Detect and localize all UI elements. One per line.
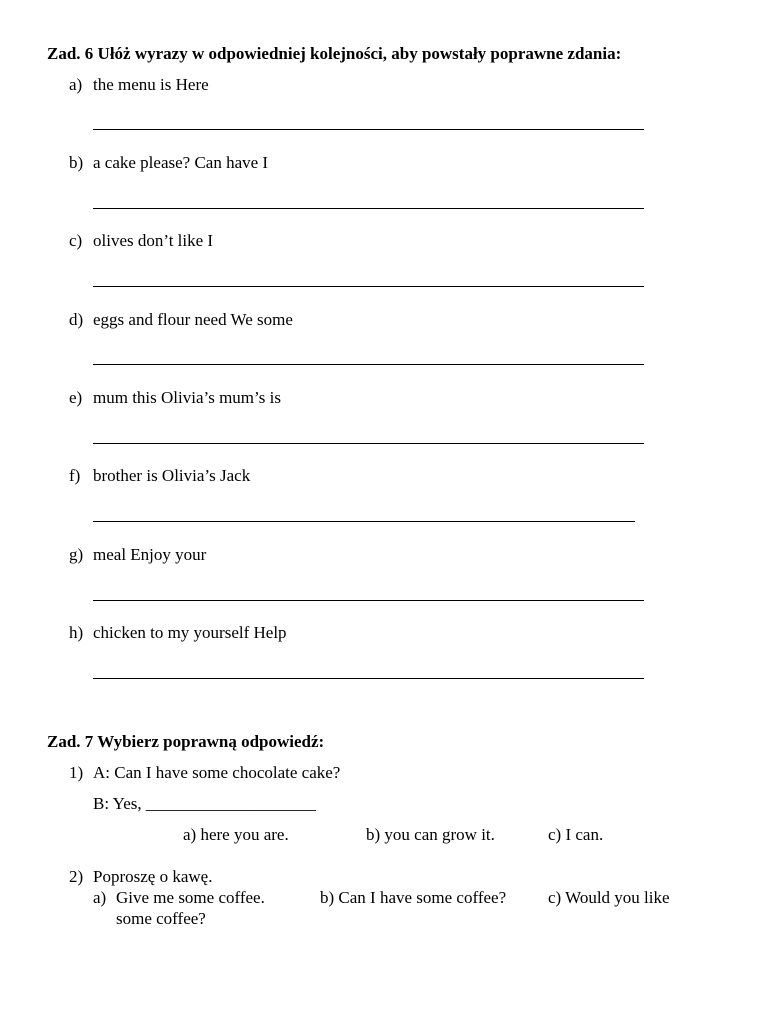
item-words: meal Enjoy your: [93, 545, 207, 564]
item-words: chicken to my yourself Help: [93, 623, 287, 642]
answer-line[interactable]: [93, 521, 635, 522]
question-prompt: A: Can I have some chocolate cake?: [93, 763, 341, 782]
item-words: a cake please? Can have I: [93, 153, 269, 172]
item-label: h): [69, 623, 84, 642]
answer-line[interactable]: [93, 443, 644, 444]
question-reply: B: Yes, ____________________: [93, 794, 316, 813]
question-number: 1): [69, 763, 84, 782]
option-c[interactable]: c) I can.: [548, 825, 604, 844]
option-a-continued[interactable]: some coffee?: [116, 909, 206, 928]
answer-line[interactable]: [93, 286, 644, 287]
option-b[interactable]: b) you can grow it.: [366, 825, 495, 844]
zad7-heading: Zad. 7 Wybierz poprawną odpowiedź:: [47, 732, 325, 751]
item-words: the menu is Here: [93, 75, 209, 94]
item-label: g): [69, 545, 84, 564]
option-a-label: a): [93, 888, 107, 907]
answer-line[interactable]: [93, 129, 644, 130]
item-words: eggs and flour need We some: [93, 310, 293, 329]
item-label: b): [69, 153, 84, 172]
item-label: e): [69, 388, 83, 407]
question-prompt: Poproszę o kawę.: [93, 867, 213, 886]
item-label: a): [69, 75, 83, 94]
answer-line[interactable]: [93, 678, 644, 679]
option-c[interactable]: c) Would you like: [548, 888, 670, 907]
option-a[interactable]: Give me some coffee.: [116, 888, 265, 907]
answer-line[interactable]: [93, 364, 644, 365]
option-a[interactable]: a) here you are.: [183, 825, 289, 844]
answer-line[interactable]: [93, 600, 644, 601]
item-words: olives don’t like I: [93, 231, 214, 250]
option-b[interactable]: b) Can I have some coffee?: [320, 888, 507, 907]
item-words: brother is Olivia’s Jack: [93, 466, 251, 485]
item-words: mum this Olivia’s mum’s is: [93, 388, 281, 407]
zad6-heading: Zad. 6 Ułóż wyrazy w odpowiedniej kolejności, aby powstały poprawne zdania:: [47, 44, 622, 63]
answer-line[interactable]: [93, 208, 644, 209]
item-label: d): [69, 310, 84, 329]
question-number: 2): [69, 867, 84, 886]
item-label: f): [69, 466, 81, 485]
item-label: c): [69, 231, 83, 250]
